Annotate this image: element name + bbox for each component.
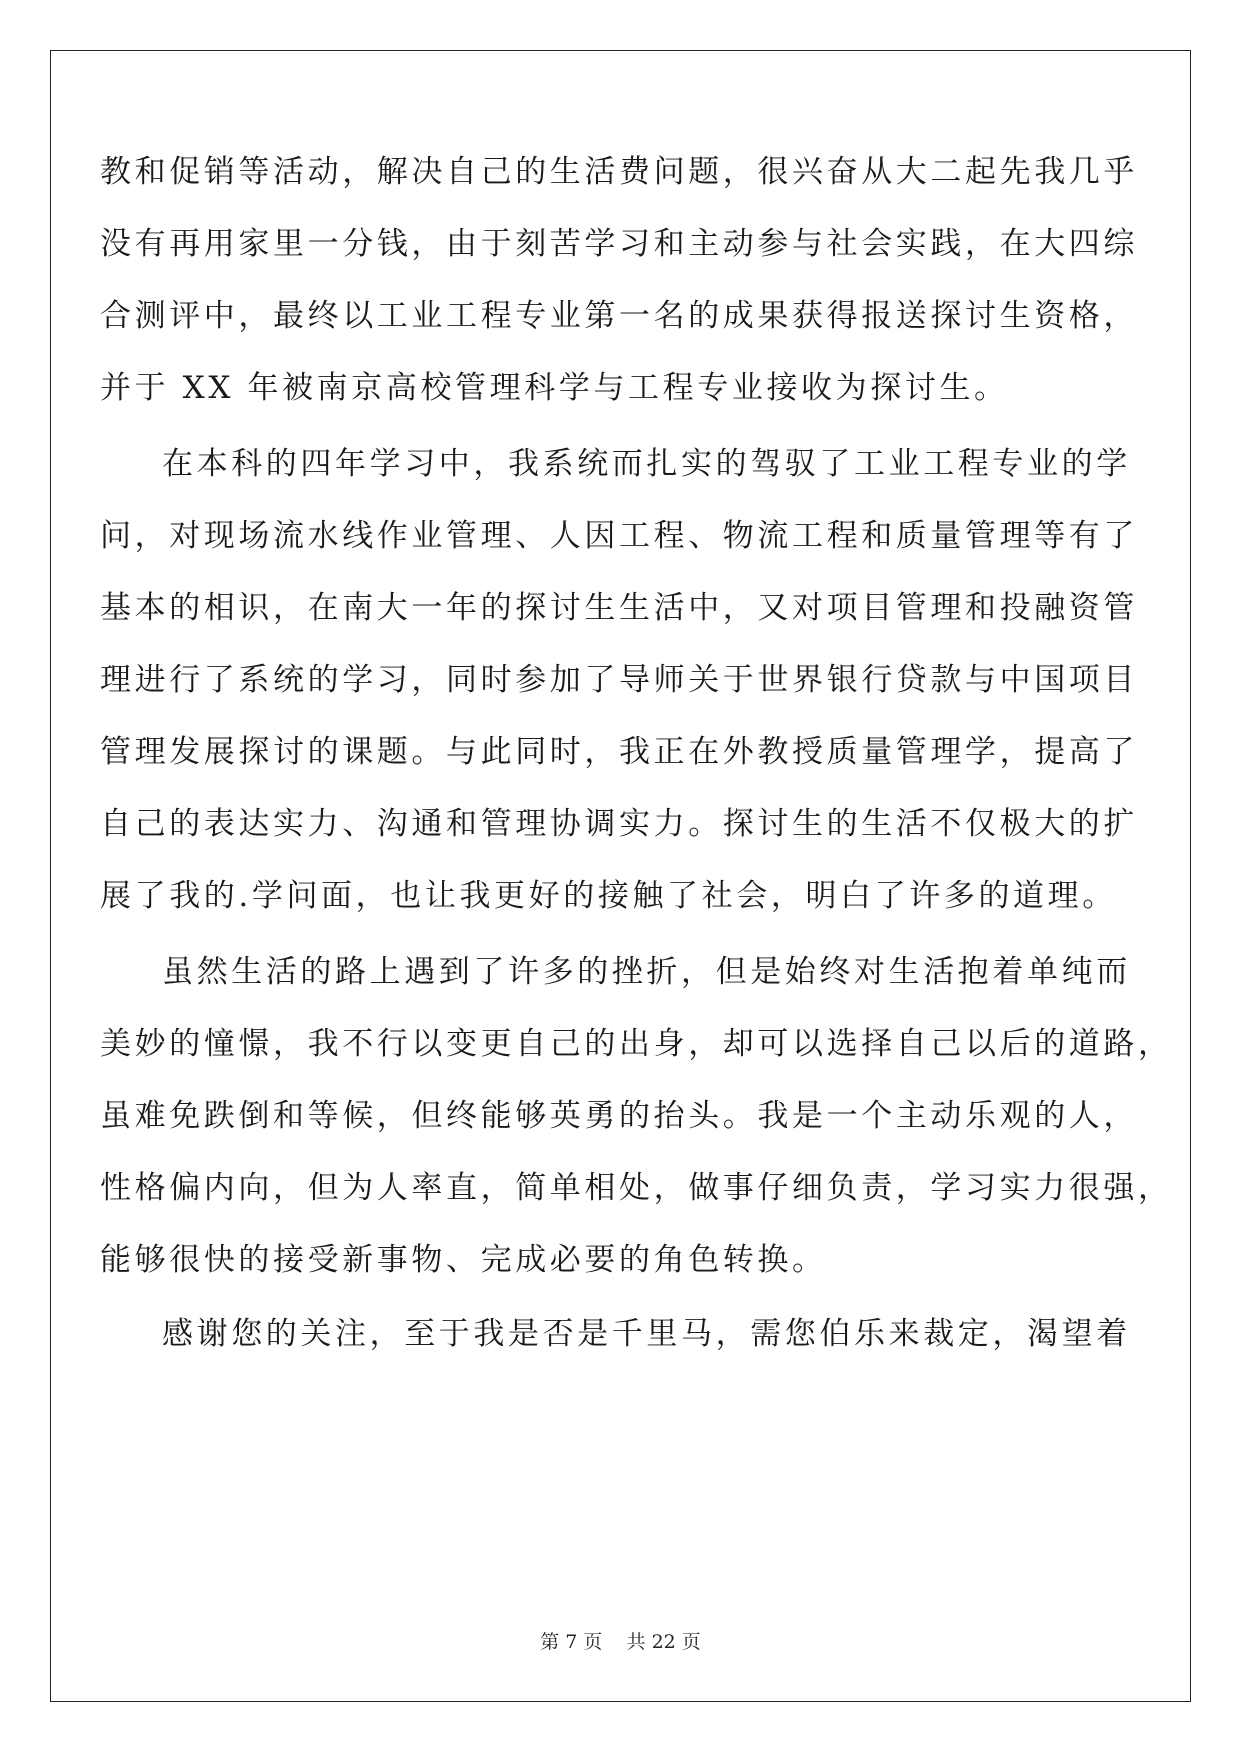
page-total: 共 22 页: [626, 1631, 701, 1653]
page-footer: [0, 1630, 1241, 1654]
text-line: 自己的表达实力、沟通和管理协调实力。探讨生的生活不仅极大的扩: [100, 806, 1138, 842]
text-line: 问，对现场流水线作业管理、人因工程、物流工程和质量管理等有了: [100, 518, 1138, 554]
text-line: 虽难免跌倒和等候，但终能够英勇的抬头。我是一个主动乐观的人，: [100, 1098, 1138, 1134]
text-line: 管理发展探讨的课题。与此同时，我正在外教授质量管理学，提高了: [100, 734, 1138, 770]
paragraph-first-line: 在本科的四年学习中，我系统而扎实的驾驭了工业工程专业的学: [162, 446, 1131, 482]
paragraph-first-line: 感谢您的关注，至于我是否是千里马，需您伯乐来裁定，渴望着: [162, 1316, 1131, 1352]
text-line: 基本的相识，在南大一年的探讨生生活中，又对项目管理和投融资管: [100, 590, 1138, 626]
text-line: 并于 XX 年被南京高校管理科学与工程专业接收为探讨生。: [100, 370, 1009, 406]
text-line: 合测评中，最终以工业工程专业第一名的成果获得报送探讨生资格，: [100, 298, 1138, 334]
text-line: 教和促销等活动，解决自己的生活费问题，很兴奋从大二起先我几乎: [100, 154, 1138, 190]
text-line: 性格偏内向，但为人率直，简单相处，做事仔细负责，学习实力很强，: [100, 1170, 1173, 1206]
text-line: 能够很快的接受新事物、完成必要的角色转换。: [100, 1242, 827, 1278]
text-line: 展了我的.学问面，也让我更好的接触了社会，明白了许多的道理。: [100, 878, 1117, 914]
text-line: 美妙的憧憬，我不行以变更自己的出身，却可以选择自己以后的道路，: [100, 1026, 1173, 1062]
paragraph-first-line: 虽然生活的路上遇到了许多的挫折，但是始终对生活抱着单纯而: [162, 954, 1131, 990]
text-line: 理进行了系统的学习，同时参加了导师关于世界银行贷款与中国项目: [100, 662, 1138, 698]
text-line: 没有再用家里一分钱，由于刻苦学习和主动参与社会实践，在大四综: [100, 226, 1138, 262]
page-number: 第 7 页: [540, 1631, 603, 1653]
